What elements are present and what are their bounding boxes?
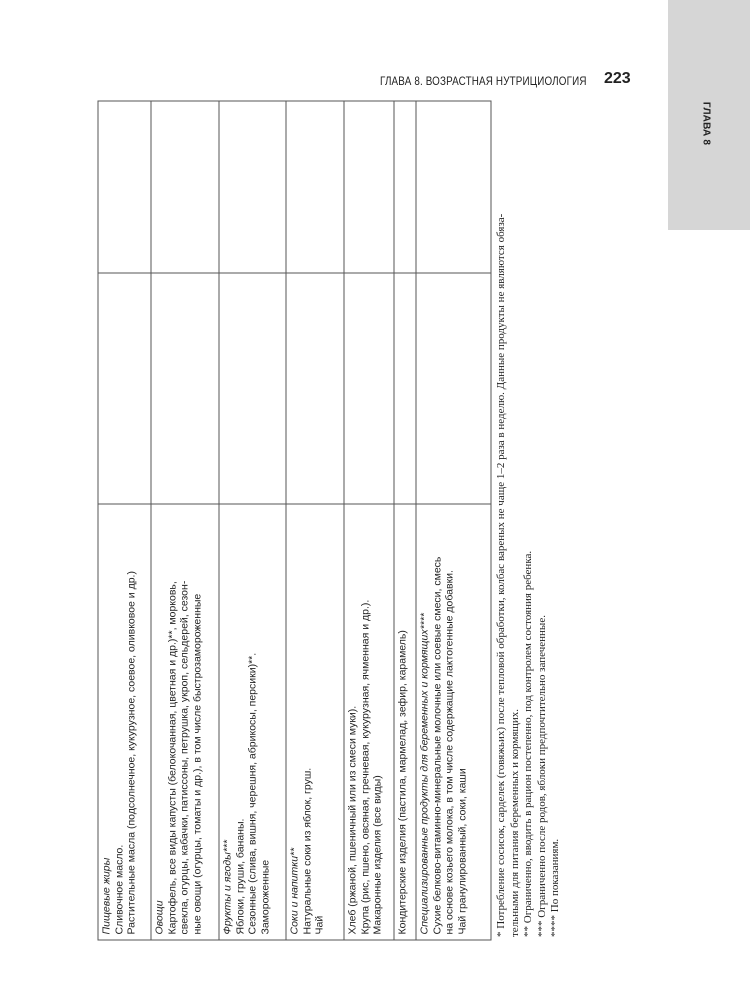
table-row — [151, 101, 219, 940]
product-cell — [344, 504, 394, 940]
footnotes — [495, 87, 567, 937]
product-line: Макаронные изделия (все виды) — [371, 774, 383, 934]
product-cell — [219, 504, 286, 940]
food-table-rotated — [97, 100, 490, 940]
footnote: **** По показаниям. — [549, 838, 561, 937]
empty-cell — [151, 273, 219, 504]
page-number: 223 — [604, 70, 631, 87]
product-line: ные овощи (огурцы, томаты и др.), в том числе быстрозамороженные — [190, 593, 203, 934]
product-line: Картофель, все виды капусты (белокочанная, цветная и др.)**, морковь, — [165, 580, 178, 934]
category-title: Фрукты и ягоды*** — [221, 839, 233, 934]
product-line: Сезонные (слива, вишня, черешня, абрикосы, персики)**. — [246, 652, 258, 934]
category-title: Специализированные продукты для беременных и кормящих**** — [418, 612, 430, 934]
empty-cell — [219, 101, 286, 273]
food-table — [97, 100, 491, 940]
empty-cell — [394, 101, 416, 273]
product-cell — [416, 504, 491, 940]
empty-cell — [344, 273, 394, 504]
table-row — [394, 101, 416, 940]
product-line: свекла, огурцы, кабачки, патиссоны, петрушка, укроп, сельдерей, сезон- — [178, 580, 190, 934]
product-line: Чай гранулированный, соки, каши — [455, 767, 468, 934]
product-cell — [98, 504, 151, 940]
table-row — [286, 101, 344, 940]
product-line: Натуральные соки из яблок, груш. — [300, 767, 313, 934]
product-line: Хлеб (ржаной, пшеничный или из смеси муки). — [346, 705, 358, 934]
table-row — [98, 101, 151, 940]
empty-cell — [151, 101, 219, 273]
empty-cell — [416, 101, 491, 273]
footnote: ** Ограниченно, вводить в рацион постепенно, под контролем состояния ребенка. — [522, 550, 534, 937]
category-title: Соки и напитки** — [288, 847, 300, 934]
footnote: *** Ограниченно после родов, яблоки предпочтительно запеченные. — [535, 615, 548, 937]
footnote: * Потребление сосисок, сарделек (говяжьих) после тепловой обработки, колбас вареных не чаще 1–2 раза в неделю. Данные продукты не являются обяза- — [495, 213, 507, 937]
table-row — [344, 101, 394, 940]
product-line: Сухие белково-витаминно-минеральные молочные или соевые смеси, смесь — [430, 556, 443, 934]
footnote: тельными для питания беременных и кормящих. — [508, 708, 521, 937]
product-line: Кондитерские изделия (пастила, мармелад, зефир, карамель) — [396, 629, 408, 934]
product-line: на основе козьего молока, в том числе содержащие лактогенные добавки. — [443, 569, 455, 934]
product-cell — [394, 504, 416, 940]
empty-cell — [286, 101, 344, 273]
table-row — [219, 101, 286, 940]
empty-cell — [219, 273, 286, 504]
empty-cell — [98, 273, 151, 504]
product-line: Сливочное масло. — [112, 844, 125, 934]
product-line: Замороженные — [258, 859, 271, 934]
table-row — [416, 101, 491, 940]
chapter-tab-label: ГЛАВА 8 — [700, 101, 712, 146]
category-title: Пищевые жиры — [100, 857, 112, 934]
empty-cell — [344, 101, 394, 273]
empty-cell — [394, 273, 416, 504]
empty-cell — [286, 273, 344, 504]
empty-cell — [416, 273, 491, 504]
product-line: Крупа (рис, пшено, овсяная, гречневая, кукурузная, ячменная и др.). — [358, 599, 371, 934]
product-line: Яблоки, груши, бананы. — [233, 818, 246, 934]
category-title: Овощи — [153, 899, 165, 934]
product-line: Растительные масла (подсолнечное, кукурузное, соевое, оливковое и др.) — [125, 570, 137, 934]
running-title: ГЛАВА 8. ВОЗРАСТНАЯ НУТРИЦИОЛОГИЯ — [380, 74, 587, 88]
product-cell — [286, 504, 344, 940]
product-line: Чай — [313, 915, 325, 934]
empty-cell — [98, 101, 151, 273]
product-cell — [151, 504, 219, 940]
